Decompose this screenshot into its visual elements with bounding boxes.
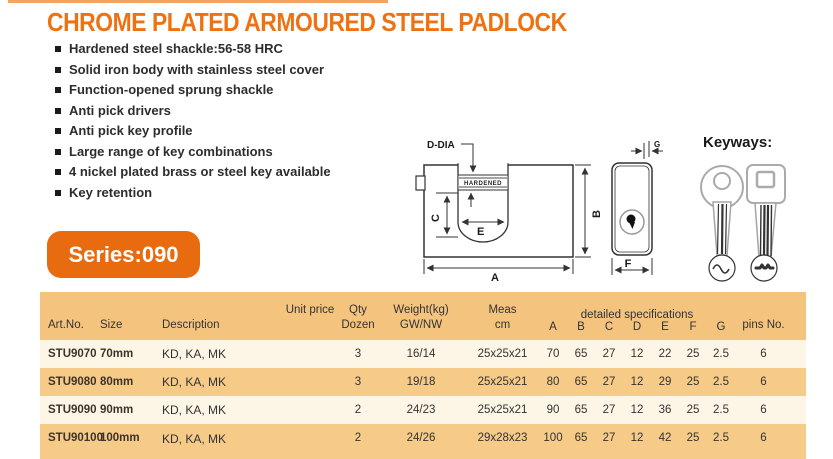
cell-e: 42 <box>658 432 672 444</box>
cell-size: 100mm <box>100 432 140 444</box>
square-bullet-icon <box>55 128 61 134</box>
hardened-label: HARDENED <box>463 181 503 187</box>
cell-weight: 24/26 <box>406 432 436 444</box>
dim-g-label: G <box>654 140 661 149</box>
cell-description: KD, KA, MK <box>162 375 227 389</box>
cell-qty: 2 <box>354 404 362 416</box>
feature-list <box>55 42 331 206</box>
dim-e-label: E <box>477 226 485 238</box>
header-gwnw: GW/NW <box>399 319 443 331</box>
feature-item: Anti pick drivers <box>55 104 331 118</box>
square-bullet-icon <box>55 67 61 73</box>
cell-pins: 6 <box>760 404 767 416</box>
cell-f: 25 <box>686 404 700 416</box>
header-detailed-specs: detailed specifications <box>580 309 694 321</box>
cell-c: 27 <box>602 432 616 444</box>
table-row <box>40 396 806 424</box>
cell-d: 12 <box>630 404 644 416</box>
cell-pins: 6 <box>760 376 767 388</box>
cell-g: 2.5 <box>713 376 729 388</box>
cell-weight: 19/18 <box>406 376 436 388</box>
table-row <box>40 368 806 396</box>
cell-b: 65 <box>574 376 588 388</box>
header-dozen: Dozen <box>341 319 375 331</box>
cell-description: KD, KA, MK <box>162 347 227 361</box>
cell-art-no: STU90100 <box>48 432 103 444</box>
cell-a: 80 <box>546 376 560 388</box>
feature-item: Solid iron body with stainless steel cover <box>55 63 331 77</box>
cell-d: 12 <box>630 348 644 360</box>
cell-size: 80mm <box>100 376 134 388</box>
cell-b: 65 <box>574 432 588 444</box>
header-description: Description <box>162 319 220 331</box>
square-bullet-icon <box>55 46 61 52</box>
dim-f-label: F <box>624 258 632 270</box>
cell-meas: 25x25x21 <box>477 404 528 416</box>
keyways-section <box>701 134 785 281</box>
cell-a: 70 <box>546 348 560 360</box>
series-badge: Series:090 <box>47 231 200 278</box>
header-pins: pins No. <box>742 319 785 331</box>
cell-e: 29 <box>658 376 672 388</box>
cell-meas: 29x28x23 <box>477 432 528 444</box>
padlock-side-view <box>612 140 663 275</box>
cell-a: 90 <box>546 404 560 416</box>
header-col-b: B <box>577 321 585 333</box>
header-art-no: Art.No. <box>48 319 84 331</box>
dim-b-label: B <box>591 210 603 218</box>
dim-c-label: C <box>430 214 442 222</box>
feature-item: Key retention <box>55 186 331 200</box>
header-col-d: D <box>632 321 642 333</box>
cell-f: 25 <box>686 348 700 360</box>
technical-drawing <box>405 128 833 290</box>
feature-item: Hardened steel shackle:56-58 HRC <box>55 42 331 56</box>
header-col-a: A <box>549 321 557 333</box>
page-title: CHROME PLATED ARMOURED STEEL PADLOCK <box>47 7 567 37</box>
cell-e: 36 <box>658 404 672 416</box>
header-col-g: G <box>716 321 726 333</box>
cell-art-no: STU9080 <box>48 376 97 388</box>
header-col-c: C <box>604 321 614 333</box>
cell-d: 12 <box>630 432 644 444</box>
padlock-front-view <box>416 140 603 284</box>
header-size: Size <box>100 319 123 331</box>
cell-b: 65 <box>574 348 588 360</box>
key-profile-square-icon <box>751 255 777 281</box>
cell-meas: 25x25x21 <box>477 348 528 360</box>
square-bullet-icon <box>55 169 61 175</box>
cell-pins: 6 <box>760 432 767 444</box>
cell-weight: 24/23 <box>406 404 436 416</box>
square-bullet-icon <box>55 149 61 155</box>
cell-pins: 6 <box>760 348 767 360</box>
cell-f: 25 <box>686 376 700 388</box>
cell-weight: 16/14 <box>406 348 436 360</box>
header-meas: Meas <box>488 304 517 316</box>
table-row <box>40 424 806 459</box>
d-dia-label: D-DIA <box>427 140 455 151</box>
header-cm: cm <box>494 319 511 331</box>
header-col-e: E <box>661 321 669 333</box>
cell-d: 12 <box>630 376 644 388</box>
feature-item: Function-opened sprung shackle <box>55 83 331 97</box>
cell-g: 2.5 <box>713 348 729 360</box>
cell-g: 2.5 <box>713 404 729 416</box>
cell-size: 90mm <box>100 404 134 416</box>
dim-a-label: A <box>491 272 499 284</box>
square-bullet-icon <box>55 87 61 93</box>
cell-f: 25 <box>686 432 700 444</box>
round-head-key-icon <box>701 166 743 255</box>
cell-description: KD, KA, MK <box>162 403 227 417</box>
header-col-f: F <box>689 321 697 333</box>
cell-c: 27 <box>602 376 616 388</box>
header-qty: Qty <box>349 304 367 316</box>
feature-item: Anti pick key profile <box>55 124 331 138</box>
key-profile-round-icon <box>709 255 735 281</box>
cell-b: 65 <box>574 404 588 416</box>
cell-art-no: STU9090 <box>48 404 97 416</box>
feature-item: Large range of key combinations <box>55 145 331 159</box>
cell-a: 100 <box>543 432 563 444</box>
spec-table <box>40 292 806 459</box>
cell-size: 70mm <box>100 348 134 360</box>
cell-c: 27 <box>602 348 616 360</box>
table-row <box>40 340 806 368</box>
cell-qty: 3 <box>354 348 362 360</box>
cell-e: 22 <box>658 348 672 360</box>
cell-g: 2.5 <box>713 432 729 444</box>
cell-qty: 3 <box>354 376 362 388</box>
cell-meas: 25x25x21 <box>477 376 528 388</box>
cell-art-no: STU9070 <box>48 348 97 360</box>
cell-c: 27 <box>602 404 616 416</box>
cell-description: KD, KA, MK <box>162 432 227 446</box>
table-header <box>40 292 806 340</box>
square-head-key-icon <box>747 165 785 257</box>
cell-qty: 2 <box>354 432 362 444</box>
header-unit-price: Unit price <box>285 304 335 316</box>
header-weight: Weight(kg) <box>393 304 449 316</box>
feature-item: 4 nickel plated brass or steel key available <box>55 165 331 179</box>
square-bullet-icon <box>55 190 61 196</box>
square-bullet-icon <box>55 108 61 114</box>
keyways-title: Keyways: <box>703 134 773 151</box>
top-orange-strip <box>8 0 388 3</box>
